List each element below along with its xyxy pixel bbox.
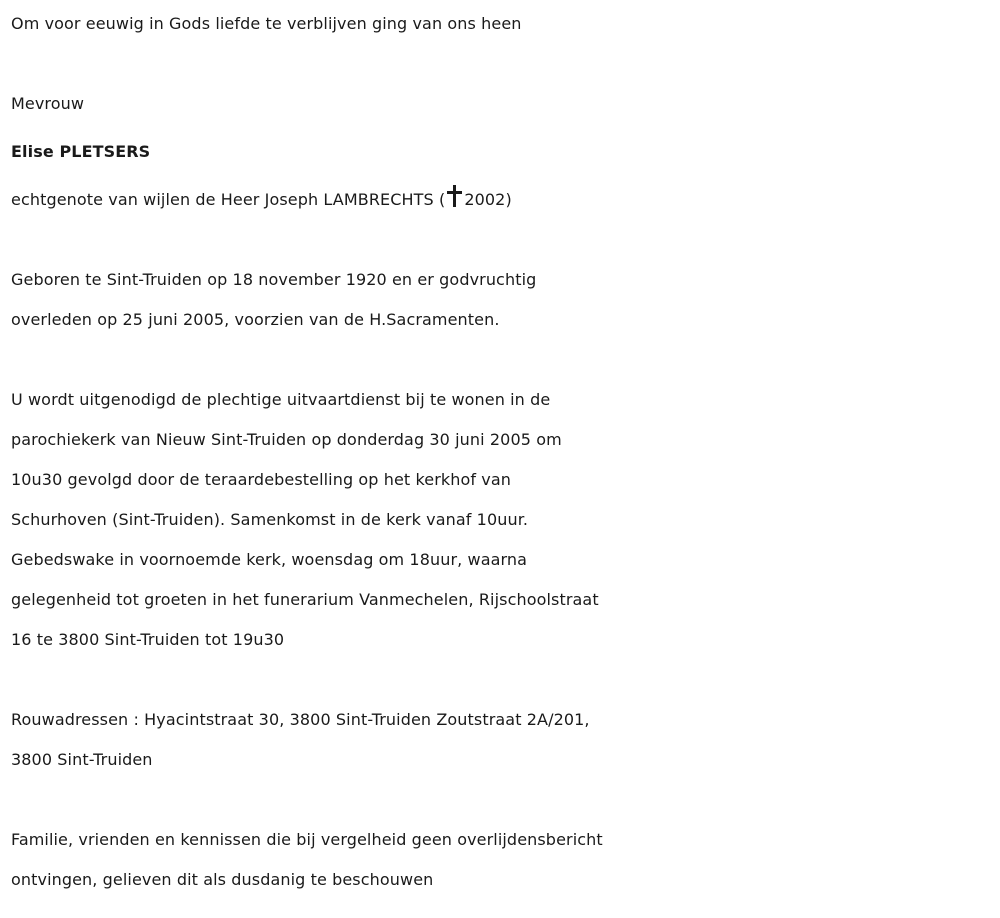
paragraph-line: Familie, vrienden en kennissen die bij vergelheid geen overlijdensbericht	[11, 830, 603, 849]
spacer	[11, 44, 991, 84]
paragraph-line: Geboren te Sint-Truiden op 18 november 1920 en er godvruchtig	[11, 270, 537, 289]
paragraph-line: ontvingen, gelieven dit als dusdanig te beschouwen	[11, 870, 434, 889]
addresses-paragraph	[11, 700, 991, 780]
spacer	[11, 340, 991, 380]
intro-text: Om voor eeuwig in Gods liefde te verblijven ging van ons heen	[11, 14, 522, 33]
paragraph-line: parochiekerk van Nieuw Sint-Truiden op donderdag 30 juni 2005 om	[11, 430, 562, 449]
paragraph-line: overleden op 25 juni 2005, voorzien van de H.Sacramenten.	[11, 310, 500, 329]
paragraph-line: Rouwadressen : Hyacintstraat 30, 3800 Sint-Truiden Zoutstraat 2A/201,	[11, 710, 590, 729]
spouse-text: echtgenote van wijlen de Heer Joseph LAMBRECHTS (	[11, 190, 446, 209]
spacer	[11, 660, 991, 700]
paragraph-line: Schurhoven (Sint-Truiden). Samenkomst in de kerk vanaf 10uur.	[11, 510, 529, 529]
paragraph-line: U wordt uitgenodigd de plechtige uitvaartdienst bij te wonen in de	[11, 390, 551, 409]
birth-death-paragraph	[11, 260, 991, 340]
spouse-line	[11, 180, 991, 220]
paragraph-line: 10u30 gevolgd door de teraardebestelling op het kerkhof van	[11, 470, 512, 489]
paragraph-line: gelegenheid tot groeten in het funerarium Vanmechelen, Rijschoolstraat	[11, 590, 599, 609]
paragraph-line: Gebedswake in voornoemde kerk, woensdag om 18uur, waarna	[11, 550, 528, 569]
paragraph-line: 16 te 3800 Sint-Truiden tot 19u30	[11, 630, 285, 649]
cross-icon	[447, 185, 461, 207]
spacer	[11, 220, 991, 260]
paragraph-line: 3800 Sint-Truiden	[11, 750, 153, 769]
obituary-notice	[11, 4, 991, 900]
closing-paragraph	[11, 820, 991, 900]
spacer	[11, 124, 991, 132]
spouse-death-year: 2002)	[464, 190, 512, 209]
honorific-title: Mevrouw	[11, 94, 85, 113]
funeral-paragraph	[11, 380, 991, 660]
deceased-name: Elise PLETSERS	[11, 142, 151, 161]
spacer	[11, 780, 991, 820]
spacer	[11, 172, 991, 180]
